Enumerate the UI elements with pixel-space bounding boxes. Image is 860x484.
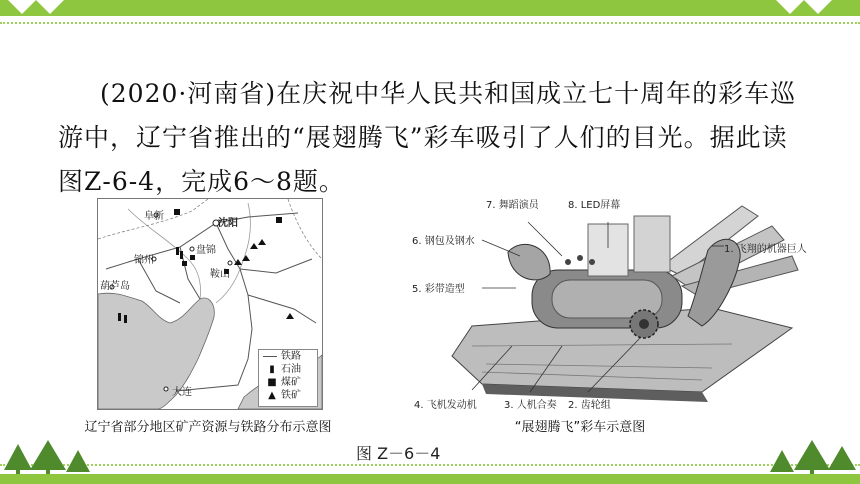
liaoning-map [97, 198, 323, 410]
float-illustration [412, 196, 822, 412]
place-anshan: 鞍山 [210, 269, 230, 280]
top-notch-left-2 [36, 0, 64, 14]
legend-railway: 铁路 [259, 350, 317, 363]
question-line-2: 游中，辽宁省推出的“展翅腾飞”彩车吸引了人们的目光。据此 [58, 123, 762, 152]
legend-oil: ▮ 石油 [259, 363, 317, 376]
place-fuxin: 阜新 [144, 211, 164, 222]
label-flying-robot: 1. 飞翔的机器巨人 [724, 244, 807, 255]
place-panjin: 盘锦 [196, 245, 216, 256]
top-notch-left [8, 0, 36, 14]
top-dotted-line [0, 22, 860, 24]
coal-symbol: ■ [267, 377, 277, 388]
figure-label: 图 Z－6－4 [356, 444, 441, 463]
float-drawing [412, 196, 822, 412]
top-notch-right [776, 0, 804, 14]
question-text [58, 72, 798, 204]
label-gear-set: 2. 齿轮组 [568, 400, 611, 411]
legend-iron: ▲ 铁矿 [259, 389, 317, 402]
oil-symbol: ▮ [269, 364, 275, 375]
question-line-1: (2020·河南省)在庆祝中华人民共和国成立七十周年的彩车巡 [100, 79, 797, 108]
top-notch-right-2 [804, 0, 832, 14]
label-dancers: 7. 舞蹈演员 [486, 200, 539, 211]
label-ribbon-shape: 5. 彩带造型 [412, 284, 465, 295]
map-legend [258, 349, 318, 407]
question-line-3: 读图Z-6-4，完成6～8题。 [58, 123, 788, 196]
label-steel-ladle: 6. 钢包及钢水 [412, 236, 475, 247]
railway-symbol [263, 356, 277, 357]
top-border-bar [0, 0, 860, 16]
float-caption: “展翅腾飞”彩车示意图 [514, 420, 646, 435]
map-caption: 辽宁省部分地区矿产资源与铁路分布示意图 [84, 420, 332, 435]
label-human-machine-ensemble: 3. 人机合奏 [504, 400, 557, 411]
label-led-screen: 8. LED屏幕 [568, 200, 621, 211]
iron-symbol: ▲ [268, 390, 276, 401]
place-shenyang: 沈阳 [218, 218, 238, 229]
bottom-border-bar [0, 474, 860, 484]
place-dalian: 大连 [172, 387, 192, 398]
place-huludao: 葫芦岛 [100, 281, 130, 292]
place-jinzhou: 锦州 [134, 255, 154, 266]
legend-coal: ■ 煤矿 [259, 376, 317, 389]
label-aircraft-engine: 4. 飞机发动机 [414, 400, 477, 411]
bottom-dotted-line [0, 464, 860, 466]
